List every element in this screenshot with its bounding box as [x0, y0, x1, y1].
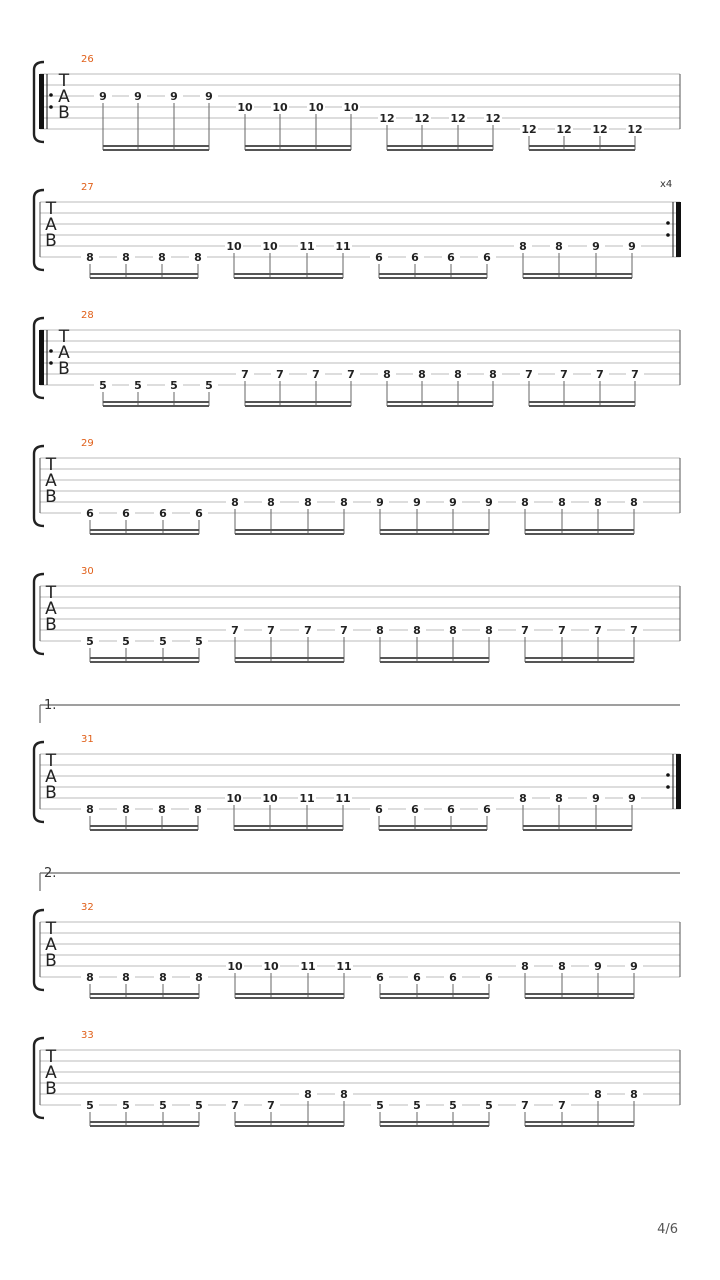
fret-number: 8	[86, 251, 94, 264]
fret-number: 12	[485, 112, 501, 125]
repeat-count: x4	[660, 179, 673, 190]
tab-letter-a: A	[45, 935, 57, 955]
tab-letter-b: B	[58, 359, 70, 379]
fret-number: 5	[485, 1099, 493, 1112]
fret-number: 8	[340, 1088, 348, 1101]
bar-number: 30	[81, 566, 94, 577]
fret-number: 12	[556, 123, 572, 136]
tab-system-31	[34, 698, 681, 830]
fret-number: 5	[413, 1099, 421, 1112]
fret-number: 8	[231, 496, 239, 509]
fret-number: 6	[449, 971, 457, 984]
volta-label: 1.	[44, 698, 57, 713]
fret-number: 8	[519, 792, 527, 805]
fret-number: 10	[263, 960, 279, 973]
fret-number: 10	[262, 792, 278, 805]
fret-number: 6	[122, 507, 130, 520]
fret-number: 8	[122, 251, 130, 264]
fret-number: 12	[627, 123, 643, 136]
fret-number: 11	[299, 792, 315, 805]
fret-number: 12	[450, 112, 466, 125]
fret-number: 7	[631, 368, 639, 381]
fret-number: 8	[86, 803, 94, 816]
fret-number: 8	[630, 1088, 638, 1101]
fret-number: 5	[195, 1099, 203, 1112]
fret-number: 7	[630, 624, 638, 637]
fret-number: 6	[447, 251, 455, 264]
fret-number: 6	[159, 507, 167, 520]
fret-number: 11	[335, 240, 351, 253]
fret-number: 9	[134, 90, 142, 103]
fret-number: 12	[521, 123, 537, 136]
tab-letter-t: T	[58, 71, 70, 91]
repeat-dot	[49, 93, 53, 97]
tab-letter-b: B	[58, 103, 70, 123]
repeat-dot	[666, 233, 670, 237]
fret-number: 10	[227, 960, 243, 973]
fret-number: 6	[376, 971, 384, 984]
fret-number: 6	[411, 251, 419, 264]
fret-number: 6	[375, 251, 383, 264]
fret-number: 12	[414, 112, 430, 125]
fret-number: 11	[299, 240, 315, 253]
fret-number: 9	[592, 792, 600, 805]
fret-number: 8	[558, 496, 566, 509]
fret-number: 5	[99, 379, 107, 392]
tab-letter-a: A	[45, 1063, 57, 1083]
tab-letter-t: T	[45, 455, 57, 475]
tab-letter-b: B	[45, 1079, 57, 1099]
fret-number: 7	[267, 1099, 275, 1112]
tab-letter-t: T	[45, 583, 57, 603]
fret-number: 7	[558, 1099, 566, 1112]
fret-number: 9	[170, 90, 178, 103]
fret-number: 8	[304, 1088, 312, 1101]
fret-number: 10	[272, 101, 288, 114]
fret-number: 9	[413, 496, 421, 509]
fret-number: 10	[226, 792, 242, 805]
tab-letter-a: A	[45, 215, 57, 235]
fret-number: 5	[159, 1099, 167, 1112]
fret-number: 7	[231, 1099, 239, 1112]
repeat-dot	[49, 105, 53, 109]
fret-number: 5	[122, 635, 130, 648]
fret-number: 8	[383, 368, 391, 381]
bar-number: 29	[81, 438, 94, 449]
tab-letter-a: A	[45, 767, 57, 787]
fret-number: 6	[86, 507, 94, 520]
fret-number: 12	[592, 123, 608, 136]
fret-number: 7	[276, 368, 284, 381]
fret-number: 8	[521, 496, 529, 509]
fret-number: 6	[375, 803, 383, 816]
fret-number: 8	[158, 251, 166, 264]
page-number: 4/6	[657, 1222, 678, 1237]
tab-letter-t: T	[45, 199, 57, 219]
fret-number: 8	[485, 624, 493, 637]
fret-number: 9	[628, 240, 636, 253]
repeat-end-thick-bar	[676, 202, 681, 257]
tab-letter-t: T	[58, 327, 70, 347]
fret-number: 10	[343, 101, 359, 114]
fret-number: 8	[558, 960, 566, 973]
repeat-start-thick-bar	[39, 74, 44, 129]
tab-system-28	[34, 310, 680, 406]
tab-letter-b: B	[45, 487, 57, 507]
tab-system-26	[34, 54, 680, 150]
fret-number: 5	[134, 379, 142, 392]
fret-number: 8	[519, 240, 527, 253]
tab-system-32	[34, 866, 680, 998]
tab-letter-b: B	[45, 951, 57, 971]
fret-number: 7	[521, 624, 529, 637]
fret-number: 8	[122, 803, 130, 816]
fret-number: 7	[594, 624, 602, 637]
fret-number: 6	[195, 507, 203, 520]
tab-letter-b: B	[45, 615, 57, 635]
tab-system-30	[34, 566, 680, 662]
fret-number: 6	[413, 971, 421, 984]
fret-number: 8	[555, 792, 563, 805]
fret-number: 11	[335, 792, 351, 805]
fret-number: 8	[413, 624, 421, 637]
fret-number: 7	[521, 1099, 529, 1112]
fret-number: 8	[521, 960, 529, 973]
fret-number: 8	[122, 971, 130, 984]
fret-number: 8	[454, 368, 462, 381]
bar-number: 28	[81, 310, 94, 321]
fret-number: 8	[267, 496, 275, 509]
bar-number: 31	[81, 734, 94, 745]
fret-number: 5	[159, 635, 167, 648]
fret-number: 12	[379, 112, 395, 125]
fret-number: 9	[205, 90, 213, 103]
fret-number: 9	[99, 90, 107, 103]
volta-label: 2.	[44, 866, 57, 881]
fret-number: 7	[267, 624, 275, 637]
fret-number: 8	[630, 496, 638, 509]
fret-number: 7	[347, 368, 355, 381]
tab-system-27	[34, 179, 681, 278]
fret-number: 9	[376, 496, 384, 509]
fret-number: 5	[86, 1099, 94, 1112]
fret-number: 5	[86, 635, 94, 648]
fret-number: 8	[340, 496, 348, 509]
fret-number: 7	[340, 624, 348, 637]
fret-number: 6	[411, 803, 419, 816]
fret-number: 8	[194, 251, 202, 264]
fret-number: 9	[592, 240, 600, 253]
fret-number: 5	[376, 1099, 384, 1112]
tab-system-29	[34, 438, 680, 534]
fret-number: 7	[241, 368, 249, 381]
tab-letter-t: T	[45, 919, 57, 939]
fret-number: 10	[308, 101, 324, 114]
fret-number: 8	[158, 803, 166, 816]
fret-number: 5	[122, 1099, 130, 1112]
fret-number: 8	[86, 971, 94, 984]
fret-number: 11	[336, 960, 352, 973]
fret-number: 9	[630, 960, 638, 973]
fret-number: 5	[205, 379, 213, 392]
fret-number: 6	[483, 251, 491, 264]
fret-number: 8	[159, 971, 167, 984]
fret-number: 8	[489, 368, 497, 381]
repeat-dot	[49, 349, 53, 353]
tab-letter-t: T	[45, 1047, 57, 1067]
tab-letter-a: A	[58, 343, 70, 363]
fret-number: 8	[376, 624, 384, 637]
fret-number: 8	[194, 803, 202, 816]
tab-letter-a: A	[45, 599, 57, 619]
tab-letter-a: A	[58, 87, 70, 107]
fret-number: 6	[483, 803, 491, 816]
fret-number: 7	[304, 624, 312, 637]
fret-number: 6	[447, 803, 455, 816]
repeat-dot	[49, 361, 53, 365]
fret-number: 5	[170, 379, 178, 392]
fret-number: 10	[226, 240, 242, 253]
repeat-dot	[666, 785, 670, 789]
bar-number: 32	[81, 902, 94, 913]
fret-number: 9	[594, 960, 602, 973]
fret-number: 7	[596, 368, 604, 381]
fret-number: 8	[195, 971, 203, 984]
fret-number: 7	[231, 624, 239, 637]
fret-number: 5	[449, 1099, 457, 1112]
fret-number: 8	[418, 368, 426, 381]
fret-number: 10	[262, 240, 278, 253]
fret-number: 8	[304, 496, 312, 509]
fret-number: 9	[628, 792, 636, 805]
fret-number: 9	[449, 496, 457, 509]
bar-number: 33	[81, 1030, 94, 1041]
fret-number: 9	[485, 496, 493, 509]
tab-letter-a: A	[45, 471, 57, 491]
tab-letter-t: T	[45, 751, 57, 771]
fret-number: 11	[300, 960, 316, 973]
fret-number: 6	[485, 971, 493, 984]
fret-number: 8	[594, 1088, 602, 1101]
fret-number: 10	[237, 101, 253, 114]
fret-number: 8	[449, 624, 457, 637]
bar-number: 26	[81, 54, 94, 65]
fret-number: 7	[560, 368, 568, 381]
tab-letter-b: B	[45, 783, 57, 803]
repeat-dot	[666, 773, 670, 777]
fret-number: 5	[195, 635, 203, 648]
tab-letter-b: B	[45, 231, 57, 251]
fret-number: 8	[594, 496, 602, 509]
fret-number: 8	[555, 240, 563, 253]
tab-system-33	[34, 1030, 680, 1126]
repeat-end-thick-bar	[676, 754, 681, 809]
repeat-start-thick-bar	[39, 330, 44, 385]
repeat-dot	[666, 221, 670, 225]
fret-number: 7	[525, 368, 533, 381]
fret-number: 7	[558, 624, 566, 637]
fret-number: 7	[312, 368, 320, 381]
bar-number: 27	[81, 182, 94, 193]
